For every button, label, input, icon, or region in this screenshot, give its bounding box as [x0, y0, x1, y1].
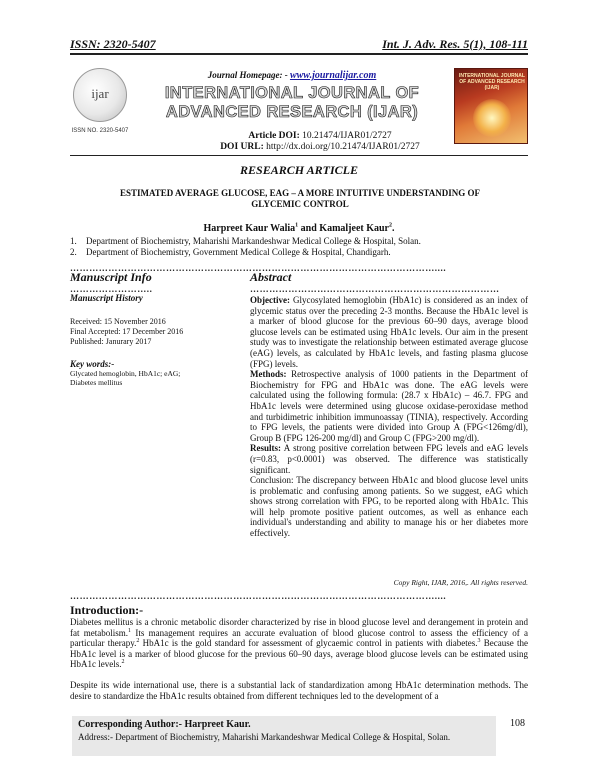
keywords-line-2: Diabetes mellitus	[70, 378, 123, 387]
keywords-line-1: Glycated hemoglobin, HbA1c; eAG;	[70, 369, 181, 378]
journal-title-line2: ADVANCED RESEARCH (IJAR)	[165, 103, 419, 121]
citation-ref: 1	[128, 627, 132, 634]
results-text: A strong positive correlation between FPG levels and eAG levels (r=0.83, p<0.0001) was observed. The difference was statistically significant.	[250, 443, 528, 475]
author-1: Harpreet Kaur Walia	[203, 223, 296, 234]
manuscript-info	[70, 293, 230, 387]
intro-paragraph-2: Despite its wide international use, there is a substantial lack of standardization among HbA1c determination methods. The desire to standardize the HbA1c results obtained from different techniques led to the development of a	[70, 679, 528, 701]
citation-label: Int. J. Adv. Res. 5(1), 108-111	[382, 37, 528, 51]
introduction-heading: Introduction:-	[70, 603, 144, 617]
methods-label: Methods:	[250, 369, 287, 380]
abstract-heading: Abstract	[250, 270, 292, 284]
results-label: Results:	[250, 443, 281, 454]
journal-title-line1: INTERNATIONAL JOURNAL OF	[164, 84, 420, 102]
dotted-separator-abstract: ……………………………………………………………………	[250, 285, 500, 294]
author-connector: and	[298, 223, 320, 234]
affiliations	[70, 236, 528, 258]
journal-title	[132, 84, 452, 122]
page-number: 108	[510, 718, 525, 729]
published-date: Published: Janurary 2017	[70, 337, 152, 346]
methods-text: Retrospective analysis of 1000 patients in the Department of Biochemistry for FPG and HbA1c was done. The eAG levels were calculated using the following formula: (28.7 x HbA1c) – 46.7. FPG and HbA1c levels were determined using glucose oxidase-peroxidase method and turbidimetric inhibition immunoassay (TINIA), respectively. According to FPG levels, the patients were divided into Group A (FPG<126mg/dl), Group B (FPG 126-200 mg/dl) and Group C (FPG>200 mg/dl).	[250, 369, 528, 443]
manuscript-info-heading: Manuscript Info	[70, 270, 152, 284]
dotted-separator-bottom: ……………………………………………………………………………………………………....	[70, 592, 447, 601]
corresponding-author: Corresponding Author:- Harpreet Kaur.	[78, 719, 251, 730]
affiliation-text: Department of Biochemistry, Maharishi Markandeshwar Medical College & Hospital, Solan.	[86, 236, 421, 246]
doi-url-link[interactable]: http://dx.doi.org/10.21474/IJAR01/2727	[266, 142, 420, 152]
cover-glow	[473, 99, 511, 137]
intro-text: Its management requires an accurate evaluation of blood glucose control to assess the efficiency of a particular therapy.	[70, 627, 528, 649]
affiliation-text: Department of Biochemistry, Government Medical College & Hospital, Chandigarh.	[86, 247, 391, 257]
homepage-label: Journal Homepage: -	[207, 70, 288, 80]
dotted-separator-top: ……………………………………………………………………………………………………....	[70, 264, 447, 273]
corresponding-author-box	[72, 716, 496, 756]
doi-label: Article DOI:	[248, 131, 300, 141]
intro-text: HbA1c is the gold standard for assessment of glycaemic control in patients with diabetes.	[139, 638, 478, 649]
logo-issn: ISSN NO. 2320-5407	[71, 128, 129, 134]
copyright-notice: Copy Right, IJAR, 2016,. All rights reserved.	[393, 578, 528, 587]
received-date: Received: 15 November 2016	[70, 317, 166, 326]
abstract-body	[250, 295, 528, 539]
abstract-objective	[250, 295, 528, 369]
intro-paragraph-1	[70, 617, 528, 670]
intro-text: Diabetes mellitus is a chronic metabolic disorder characterized by rise in blood glucose level and derangement in protein and fat metabolism.	[70, 617, 528, 638]
objective-text: Glycosylated hemoglobin (HbA1c) is considered as an index of glycemic status over the preceding 2-3 months. Because the HbA1c level is a marker of blood glucose for the previous 60–90 days, average blood glucose levels can be estimated using HbA1c levels. Our aim in the present study was to investigate the relationship between estimated average glucose (eAG) levels, as calculated by HbA1c levels, and fasting plasma glucose (FPG) levels.	[250, 295, 528, 369]
citation-ref: 2	[136, 638, 140, 645]
doi-value: 10.21474/IJAR01/2727	[302, 131, 392, 141]
abstract-results	[250, 443, 528, 475]
article-type: RESEARCH ARTICLE	[240, 163, 358, 177]
running-header	[70, 37, 528, 52]
intro-text: Because the HbA1c level is a marker of blood glucose for the previous 60–90 days, average blood glucose levels can be estimated using HbA1c levels.	[70, 638, 529, 670]
doi-block	[180, 131, 460, 153]
ijar-logo	[71, 68, 129, 146]
affiliation-item	[70, 236, 528, 247]
author-1-affil: 1	[295, 222, 299, 229]
author-2: Kamaljeet Kaur	[319, 223, 389, 234]
cover-title: INTERNATIONAL JOURNAL OF ADVANCED RESEARCH (IJAR)	[459, 73, 525, 91]
journal-cover-image	[454, 68, 528, 144]
logo-text: ijar	[91, 86, 109, 101]
issn-label: ISSN: 2320-5407	[70, 37, 156, 51]
keywords-heading: Key words:-	[70, 359, 115, 369]
header-bottom-rule	[70, 155, 528, 156]
author-line	[70, 223, 528, 234]
objective-label: Objective:	[250, 295, 290, 305]
manuscript-history	[70, 317, 230, 347]
abstract-conclusion: Conclusion: The discrepancy between HbA1c and blood glucose level units is problematic and confusing among patients. So we suggest, eAG which shows strong correlation with FPG, to be reported along with HbA1c. This will help promote positive patient outcomes, as well as enhance each individual's understanding and ability to manage his or her diabetes more effectively.	[250, 475, 528, 539]
citation-ref: 3	[477, 638, 481, 645]
author-address: Address:- Department of Biochemistry, Maharishi Markandeshwar Medical College & Hospital, Solan.	[78, 732, 451, 742]
affiliation-number: 1.	[70, 236, 77, 246]
affiliation-item	[70, 247, 528, 258]
author-end: .	[392, 223, 395, 234]
manuscript-history-heading: Manuscript History	[70, 293, 143, 303]
citation-ref: 2	[121, 659, 125, 666]
homepage-link[interactable]: www.journalijar.com	[289, 70, 377, 81]
doi-url-label: DOI URL:	[220, 142, 264, 152]
accepted-date: Final Accepted: 17 December 2016	[70, 327, 184, 336]
article-title: ESTIMATED AVERAGE GLUCOSE, EAG – A MORE INTUITIVE UNDERSTANDING OF GLYCEMIC CONTROL	[119, 188, 481, 209]
abstract-methods	[250, 369, 528, 443]
affiliation-number: 2.	[70, 247, 77, 257]
header-top-rule	[70, 53, 528, 55]
introduction-body	[70, 617, 528, 711]
journal-homepage	[132, 70, 452, 81]
author-2-affil: 2	[389, 222, 392, 229]
dotted-separator-left: ……………………..	[70, 285, 153, 294]
